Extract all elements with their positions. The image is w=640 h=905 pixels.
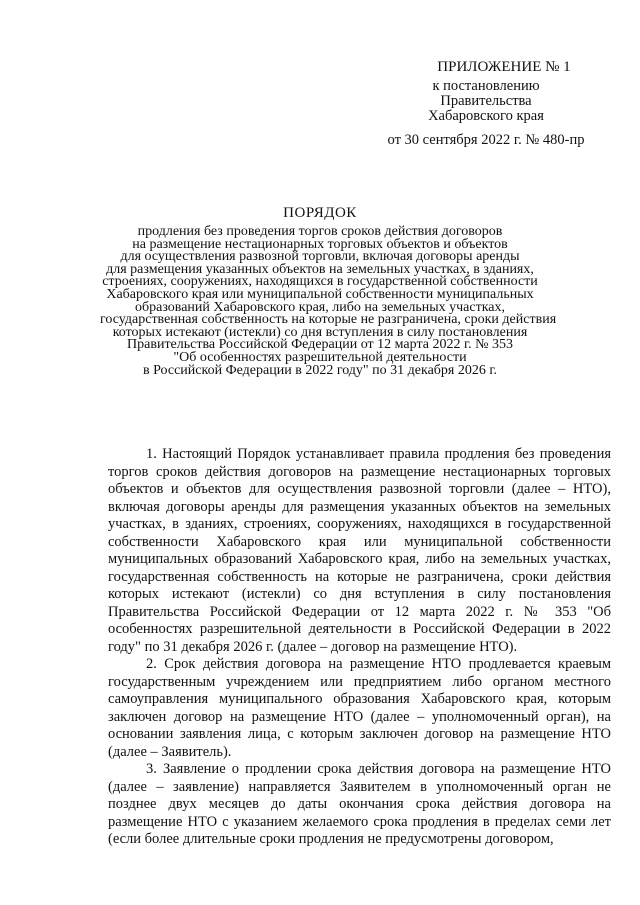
appendix-line-2: Правительства xyxy=(440,93,532,109)
subtitle-line: Правительства Российской Федерации от 12 марта 2022 г. № 353 xyxy=(127,337,513,353)
appendix-date: от 30 сентября 2022 г. № 480-пр xyxy=(387,132,585,148)
subtitle-line: для осуществления развозной торговли, включая договоры аренды xyxy=(120,249,520,265)
subtitle-line: на размещение нестационарных торговых объектов и объектов xyxy=(132,236,508,252)
subtitle-line: Хабаровского края или муниципальной собственности муниципальных xyxy=(106,286,534,302)
paragraph-1: 1. Настоящий Порядок устанавливает правила продления без проведения торгов сроков действия договоров на размещение нестационарных торговых объектов и объектов для осуществления развозной торговли (далее – НТО), включая договоры аренды для размещения указанных объектов на земельных участках, в зданиях, строениях, сооружениях, находящихся в государственной собственности Хабаровского края или муниципальной собственности муниципальных образований Хабаровского края, либо на земельных участках, государственная собственность на которые не разграничена, сроки действия которых истекают (истекли) со дня вступления в силу постановления Правительства Российской Федерации от 12 марта 2022 г. № 353 "Об особенностях разрешительной деятельности в Российской Федерации в 2022 году" по 31 декабря 2026 г. (далее – договор на размещение НТО). xyxy=(108,446,611,655)
subtitle-line: "Об особенностях разрешительной деятельности xyxy=(173,349,467,365)
subtitle-line: продления без проведения торгов сроков действия договоров xyxy=(137,224,503,239)
document-title: ПОРЯДОК xyxy=(283,205,357,221)
appendix-line-3: Хабаровского края xyxy=(428,108,544,124)
subtitle-line: которых истекают (истекли) со дня вступления в силу постановления xyxy=(112,324,528,340)
paragraph-3: 3. Заявление о продлении срока действия договора на размещение НТО (далее – заявление) направляется Заявителем в уполномоченный орган не позднее двух месяцев до даты окончания срока действия договора на размещение НТО с указанием желаемого срока продления в пределах семи лет (если более длительные сроки продления не предусмотрены договором, xyxy=(108,761,611,847)
subtitle-line: государственная собственность на которые не разграничена, сроки действия xyxy=(100,312,557,328)
document-subtitle xyxy=(100,224,557,378)
document-body xyxy=(108,446,611,849)
appendix-heading: ПРИЛОЖЕНИЕ № 1 xyxy=(437,59,571,75)
subtitle-line: образований Хабаровского края, либо на земельных участках, xyxy=(134,299,506,315)
paragraph-2: 2. Срок действия договора на размещение НТО продлевается краевым государственным учреждением или предприятием либо органом местного самоуправления муниципального образования Хабаровского края, которым заключен договор на размещение НТО (далее – уполномоченный орган), на основании заявления лица, с которым заключен договор на размещение НТО (далее – Заявитель). xyxy=(108,656,611,760)
subtitle-line: для размещения указанных объектов на земельных участках, в зданиях, xyxy=(106,261,534,277)
appendix-line-1: к постановлению xyxy=(432,78,540,94)
appendix-block xyxy=(366,60,606,148)
subtitle-line: в Российской Федерации в 2022 году" по 31 декабря 2026 г. xyxy=(142,362,498,378)
subtitle-line: строениях, сооружениях, находящихся в государственной собственности xyxy=(102,274,538,290)
